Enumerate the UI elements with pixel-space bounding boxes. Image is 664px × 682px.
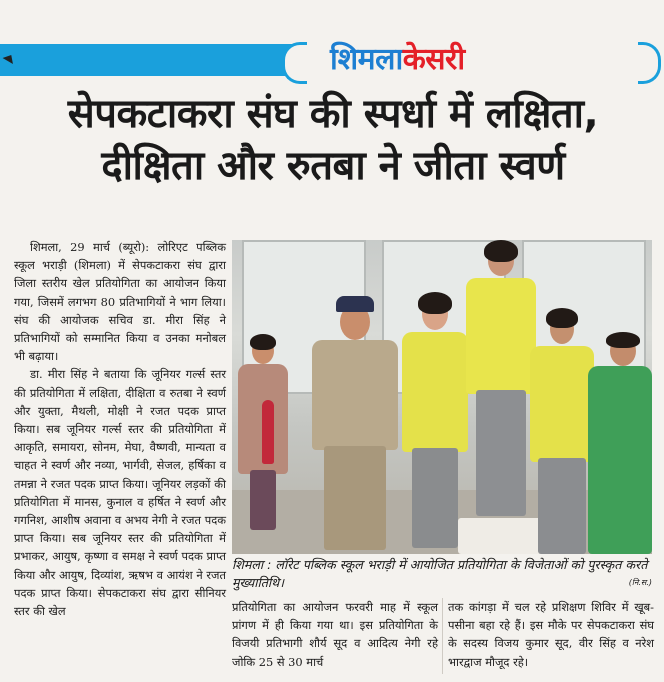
- masthead-bracket-right: [638, 42, 661, 84]
- article-paragraph-2: डा. मीरा सिंह ने बताया कि जूनियर गर्ल्स स्तर की प्रतियोगिता में लक्षिता, दीक्षिता व रुतबा ने स्वर्ण और युक्ता, मैथली, मोक्षी ने रजत पदक प्राप्त किया। सब जूनियर गर्ल्स स्तर की प्रतियोगिता में आकृति, समायरा, सोनम, मेघा, वैष्णवी, मान्यता व चाहत ने स्वर्ण और नव्या, भार्गवी, सेजल, हर्षिका व तमन्ना ने रजत पदक प्राप्त किया। जूनियर लड़कों की प्रतियोगिता में मानस, कुनाल व हर्षित ने स्वर्ण और गगनिश, आशीष अवाना व अभय नेगी ने रजत पदक प्राप्त किया। सब जूनियर स्तर की प्रतियोगिता में प्रभाकर, आयुष, कृष्णा व समक्ष ने स्वर्ण पदक प्राप्त किया और आयुष, दिव्यांश, ऋषभ व आयंश ने रजत पदक प्राप्त किया। सेपकटाकरा संघ द्वारा सीनियर स्तर की खेल: [14, 367, 226, 619]
- headline-line-2: दीक्षिता और रुतबा ने जीता स्वर्ण: [101, 143, 565, 189]
- article-column-1: [14, 238, 226, 620]
- masthead-logo: [330, 38, 630, 82]
- photo-caption-text: शिमला : लॉरेट पब्लिक स्कूल भराड़ी में आयोजित प्रतियोगिता के विजेताओं को पुरस्कृत करते मुख्यातिथि।: [232, 557, 648, 590]
- masthead-shimla: शिमला: [330, 42, 403, 77]
- masthead-kesari: केसरी: [402, 42, 465, 77]
- column-divider: [442, 598, 443, 674]
- article-column-3: तक कांगड़ा में चल रहे प्रशिक्षण शिविर में खूब-पसीना बहा रहे हैं। इस मौके पर सेपकटाकरा संघ के सदस्य विजय कुमार सूद, वीर सिंह व नरेश भारद्वाज मौजूद रहे।: [448, 600, 654, 669]
- article-column-2: प्रतियोगिता का आयोजन फरवरी माह में स्कूल प्रांगण में ही किया गया था। इस प्रतियोगिता के विजयी प्रतिभागी शौर्य सूद व आदित्य नेगी रहे जोकि 25 से 30 मार्च: [232, 600, 438, 669]
- winners-photo: [232, 240, 652, 554]
- headline: [10, 88, 656, 192]
- photo-caption: [232, 556, 652, 592]
- masthead-bracket-left: [282, 42, 307, 84]
- photo-credit: (नि.स.): [628, 578, 652, 587]
- headline-line-1: सेपकटाकरा संघ की स्पर्धा में लक्षिता,: [67, 91, 599, 137]
- article-paragraph-1: शिमला, 29 मार्च (ब्यूरो): लोरिएट पब्लिक स्कूल भराड़ी (शिमला) में सेपकटाकरा संघ द्वारा जिला स्तरीय खेल प्रतियोगिता का आयोजन किया गया, जिसमें लगभग 80 प्रतिभागियों ने भाग लिया। संघ की आयोजक सचिव डा. मीरा सिंह ने प्रतिभागियों को सम्मानित किया व उनका मनोबल भी बढ़ाया।: [14, 240, 226, 364]
- masthead-bar: [0, 44, 296, 76]
